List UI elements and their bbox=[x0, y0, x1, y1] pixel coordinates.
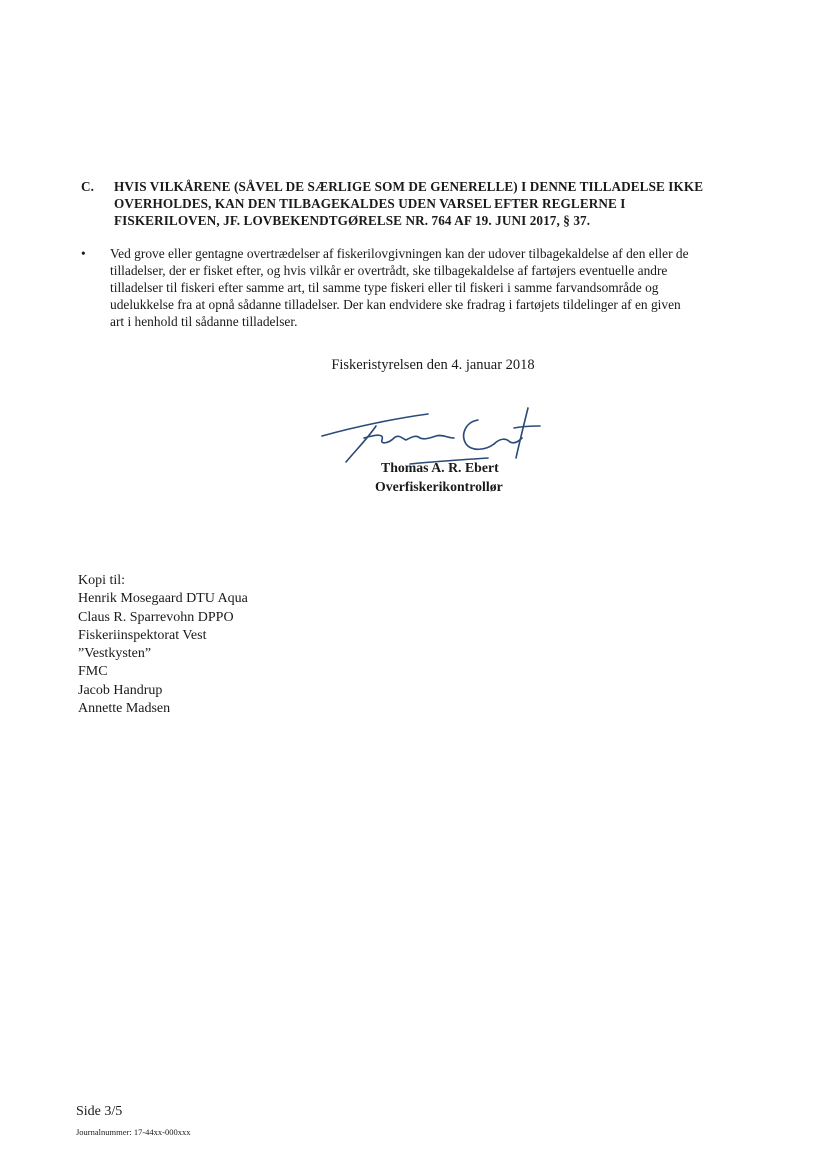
bullet-line: art i henhold til sådanne tilladelser. bbox=[110, 314, 298, 329]
bullet-text bbox=[110, 245, 771, 330]
dateline: Fiskeristyrelsen den 4. januar 2018 bbox=[331, 357, 535, 373]
list-item: ”Vestkysten” bbox=[78, 646, 152, 662]
bullet-line: Ved grove eller gentagne overtrædelser af fiskerilovgivningen kan der udover tilbagekaldelse af den eller de bbox=[110, 246, 689, 261]
bullet-line: udelukkelse fra at opnå sådanne tilladelser. Der kan endvidere ske fradrag i fartøjets tildelinger af en given bbox=[110, 297, 681, 312]
section-heading bbox=[114, 178, 781, 229]
section-c bbox=[81, 178, 781, 229]
bullet-line: tilladelser til fiskeri efter samme art, til samme type fiskeri eller til fiskeri i samme farvandsområde og bbox=[110, 280, 659, 295]
section-letter: C. bbox=[81, 179, 95, 194]
list-item: FMC bbox=[78, 664, 108, 680]
signer-name: Thomas A. R. Ebert bbox=[381, 460, 499, 475]
section-heading-line: FISKERILOVEN, JF. LOVBEKENDTGØRELSE NR. 764 AF 19. JUNI 2017, § 37. bbox=[114, 213, 591, 228]
list-item: Fiskeriinspektorat Vest bbox=[78, 627, 207, 643]
list-item: Henrik Mosegaard DTU Aqua bbox=[78, 591, 248, 607]
bullet-line: tilladelser, der er fisket efter, og hvis vilkår er overtrådt, ske tilbagekaldelse af fartøjers eventuelle andre bbox=[110, 263, 668, 278]
copies-label: Kopi til: bbox=[78, 573, 126, 588]
signer-title: Overfiskerikontrollør bbox=[375, 479, 503, 494]
list-item: Jacob Handrup bbox=[78, 682, 163, 698]
page-number: Side 3/5 bbox=[76, 1104, 123, 1119]
copy-recipients bbox=[78, 572, 248, 718]
section-heading-line: HVIS VILKÅRENE (SÅVEL DE SÆRLIGE SOM DE GENERELLE) I DENNE TILLADELSE IKKE bbox=[114, 179, 704, 194]
journal-number: Journalnummer: 17-44xx-000xxx bbox=[76, 1127, 191, 1137]
list-item: Claus R. Sparrevohn DPPO bbox=[78, 609, 234, 625]
list-item: Annette Madsen bbox=[78, 701, 171, 717]
bullet-paragraph bbox=[81, 245, 771, 330]
section-heading-line: OVERHOLDES, KAN DEN TILBAGEKALDES UDEN VARSEL EFTER REGLERNE I bbox=[114, 196, 626, 211]
bullet-icon: • bbox=[81, 246, 86, 261]
